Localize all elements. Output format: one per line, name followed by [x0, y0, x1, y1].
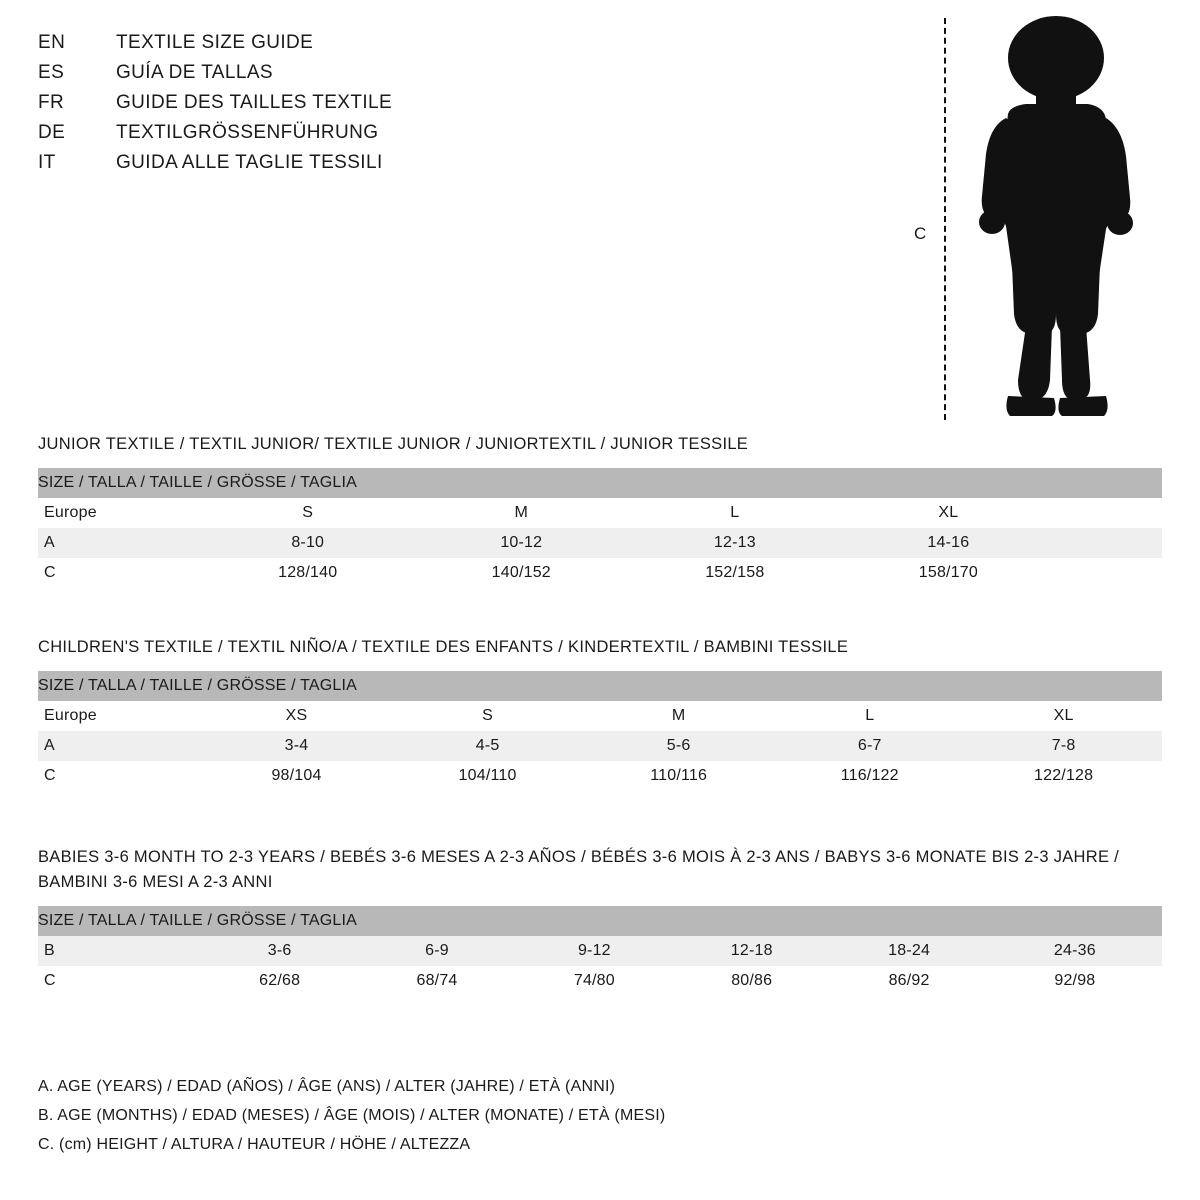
row-cell: 5-6: [583, 731, 774, 761]
language-title: GUIDE DES TAILLES TEXTILE: [116, 92, 393, 113]
band-filler: [1055, 468, 1162, 498]
row-cell: 12-13: [628, 528, 842, 558]
row-cell: 128/140: [201, 558, 415, 588]
row-cell: 158/170: [842, 558, 1056, 588]
legend-block: [38, 1072, 938, 1159]
row-label: A: [38, 528, 201, 558]
row-cell: 62/68: [201, 966, 358, 996]
section-title: CHILDREN'S TEXTILE / TEXTIL NIÑO/A / TEXTILE DES ENFANTS / KINDERTEXTIL / BAMBINI TESSILE: [38, 638, 849, 656]
children-size-table: [38, 671, 1162, 791]
row-cell: 152/158: [628, 558, 842, 588]
row-cell: 116/122: [774, 761, 965, 791]
row-cell: 104/110: [392, 761, 583, 791]
language-code: FR: [38, 92, 65, 113]
row-label: Europe: [38, 498, 201, 528]
row-cell: 110/116: [583, 761, 774, 791]
row-cell: XL: [842, 498, 1056, 528]
row-cell: 92/98: [988, 966, 1162, 996]
band-label: SIZE / TALLA / TAILLE / GRÖSSE / TAGLIA: [38, 906, 673, 936]
language-title-block: [38, 32, 598, 182]
row-cell: L: [628, 498, 842, 528]
table-row: [38, 731, 1162, 761]
band-filler: [988, 906, 1162, 936]
height-dashed-line: [944, 18, 946, 420]
language-title: TEXTILE SIZE GUIDE: [116, 32, 314, 53]
table-band-row: [38, 468, 1162, 498]
language-code: DE: [38, 122, 66, 143]
row-cell: 68/74: [358, 966, 515, 996]
section-title: BABIES 3-6 MONTH TO 2-3 YEARS / BEBÉS 3-6 MESES A 2-3 AÑOS / BÉBÉS 3-6 MOIS À 2-3 ANS / BABYS 3-6 MONATE BIS 2-3 JAHRE / BAMBINI 3-6 MESI A 2-3 ANNI: [38, 848, 1120, 891]
row-label: C: [38, 966, 201, 996]
table-row: [38, 498, 1162, 528]
row-filler: [1055, 498, 1162, 528]
table-row: [38, 936, 1162, 966]
table-band-row: [38, 671, 1162, 701]
junior-size-table: [38, 468, 1162, 588]
section-babies: [38, 845, 1162, 996]
row-cell: XL: [965, 701, 1162, 731]
row-cell: 3-4: [201, 731, 392, 761]
section-junior: [38, 432, 1162, 588]
language-title: GUIDA ALLE TAGLIE TESSILI: [116, 152, 383, 173]
language-code: ES: [38, 62, 65, 83]
row-cell: 18-24: [830, 936, 987, 966]
toddler-silhouette-icon: [948, 14, 1158, 424]
row-label: A: [38, 731, 201, 761]
legend-line: B. AGE (MONTHS) / EDAD (MESES) / ÂGE (MOIS) / ALTER (MONATE) / ETÀ (MESI): [38, 1107, 666, 1124]
row-cell: 4-5: [392, 731, 583, 761]
language-row: [38, 122, 598, 152]
table-row: [38, 761, 1162, 791]
row-cell: 14-16: [842, 528, 1056, 558]
language-row: [38, 152, 598, 182]
row-label: C: [38, 761, 201, 791]
row-cell: 122/128: [965, 761, 1162, 791]
section-title: JUNIOR TEXTILE / TEXTIL JUNIOR/ TEXTILE JUNIOR / JUNIORTEXTIL / JUNIOR TESSILE: [38, 435, 749, 453]
row-cell: 10-12: [415, 528, 629, 558]
legend-line: C. (cm) HEIGHT / ALTURA / HAUTEUR / HÖHE / ALTEZZA: [38, 1136, 471, 1153]
band-label: SIZE / TALLA / TAILLE / GRÖSSE / TAGLIA: [38, 468, 1055, 498]
legend-line: A. AGE (YEARS) / EDAD (AÑOS) / ÂGE (ANS) / ALTER (JAHRE) / ETÀ (ANNI): [38, 1078, 616, 1095]
table-row: [38, 528, 1162, 558]
table-row: [38, 701, 1162, 731]
table-band-row: [38, 906, 1162, 936]
language-row: [38, 92, 598, 122]
language-title: GUÍA DE TALLAS: [116, 62, 273, 83]
language-code: IT: [38, 152, 56, 173]
row-cell: L: [774, 701, 965, 731]
section-children: [38, 635, 1162, 791]
table-row: [38, 558, 1162, 588]
row-label: Europe: [38, 701, 201, 731]
row-filler: [1055, 528, 1162, 558]
row-cell: 3-6: [201, 936, 358, 966]
language-row: [38, 62, 598, 92]
row-label: B: [38, 936, 201, 966]
row-cell: 7-8: [965, 731, 1162, 761]
table-row: [38, 966, 1162, 996]
row-cell: 80/86: [673, 966, 830, 996]
babies-size-table: [38, 906, 1162, 996]
row-cell: M: [583, 701, 774, 731]
row-cell: 6-7: [774, 731, 965, 761]
row-cell: 140/152: [415, 558, 629, 588]
row-cell: 86/92: [830, 966, 987, 996]
height-marker-label: C: [914, 224, 927, 243]
row-cell: 24-36: [988, 936, 1162, 966]
band-filler: [673, 906, 830, 936]
language-code: EN: [38, 32, 66, 53]
row-cell: 8-10: [201, 528, 415, 558]
height-figure: [900, 8, 1170, 428]
row-cell: 9-12: [516, 936, 673, 966]
row-cell: 74/80: [516, 966, 673, 996]
band-label: SIZE / TALLA / TAILLE / GRÖSSE / TAGLIA: [38, 671, 1162, 701]
row-cell: 6-9: [358, 936, 515, 966]
language-row: [38, 32, 598, 62]
language-title: TEXTILGRÖSSENFÜHRUNG: [116, 122, 379, 143]
band-filler: [830, 906, 987, 936]
row-cell: XS: [201, 701, 392, 731]
row-cell: S: [201, 498, 415, 528]
row-label: C: [38, 558, 201, 588]
row-cell: S: [392, 701, 583, 731]
row-filler: [1055, 558, 1162, 588]
row-cell: M: [415, 498, 629, 528]
row-cell: 98/104: [201, 761, 392, 791]
row-cell: 12-18: [673, 936, 830, 966]
